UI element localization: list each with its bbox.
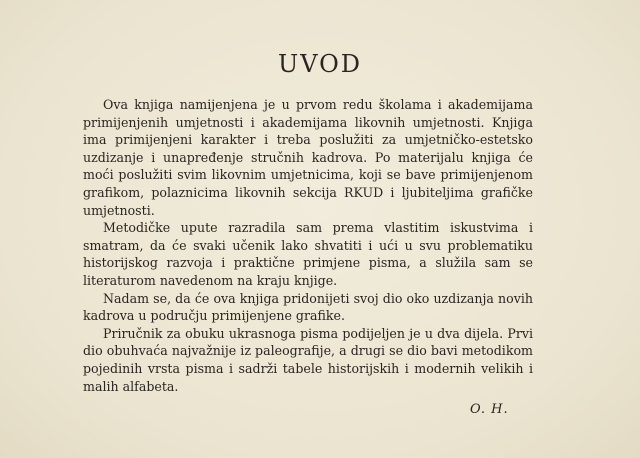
body-text bbox=[83, 96, 533, 395]
author-signature: O. H. bbox=[470, 402, 509, 417]
paragraph-4: Priručnik za obuku ukrasnoga pisma podijeljen je u dva dijela. Prvi dio obuhvaća najvažnije iz paleografije, a drugi se dio bavi metodikom pojedinih vrsta pisma i sadrži tabele historijskih i modernih velikih i malih alfabeta. bbox=[83, 325, 533, 394]
paragraph-1: Ova knjiga namijenjena je u prvom redu školama i akademijama primijenjenih umjetnosti i akademijama likovnih umjetnosti. Knjiga ima primijenjeni karakter i treba poslužiti za umjetničko-estetsko uzdizanje i unapređenje stručnih kadrova. Po materijalu knjiga će moći poslužiti svim likovnim umjetnicima, koji se bave primijenjenom grafikom, polaznicima likovnih sekcija RKUD i ljubiteljima grafičke umjetnosti. bbox=[83, 97, 533, 218]
paragraph-3: Nadam se, da će ova knjiga pridonijeti svoj dio oko uzdizanja novih kadrova u području primijenjene grafike. bbox=[83, 290, 533, 324]
page-title: UVOD bbox=[277, 50, 363, 78]
paragraph-2: Metodičke upute razradila sam prema vlastitim iskustvima i smatram, da će svaki učenik lako shvatiti i ući u svu problematiku historijskog razvoja i praktične primjene pisma, a služila sam se literaturom navedenom na kraju knjige. bbox=[83, 220, 533, 288]
